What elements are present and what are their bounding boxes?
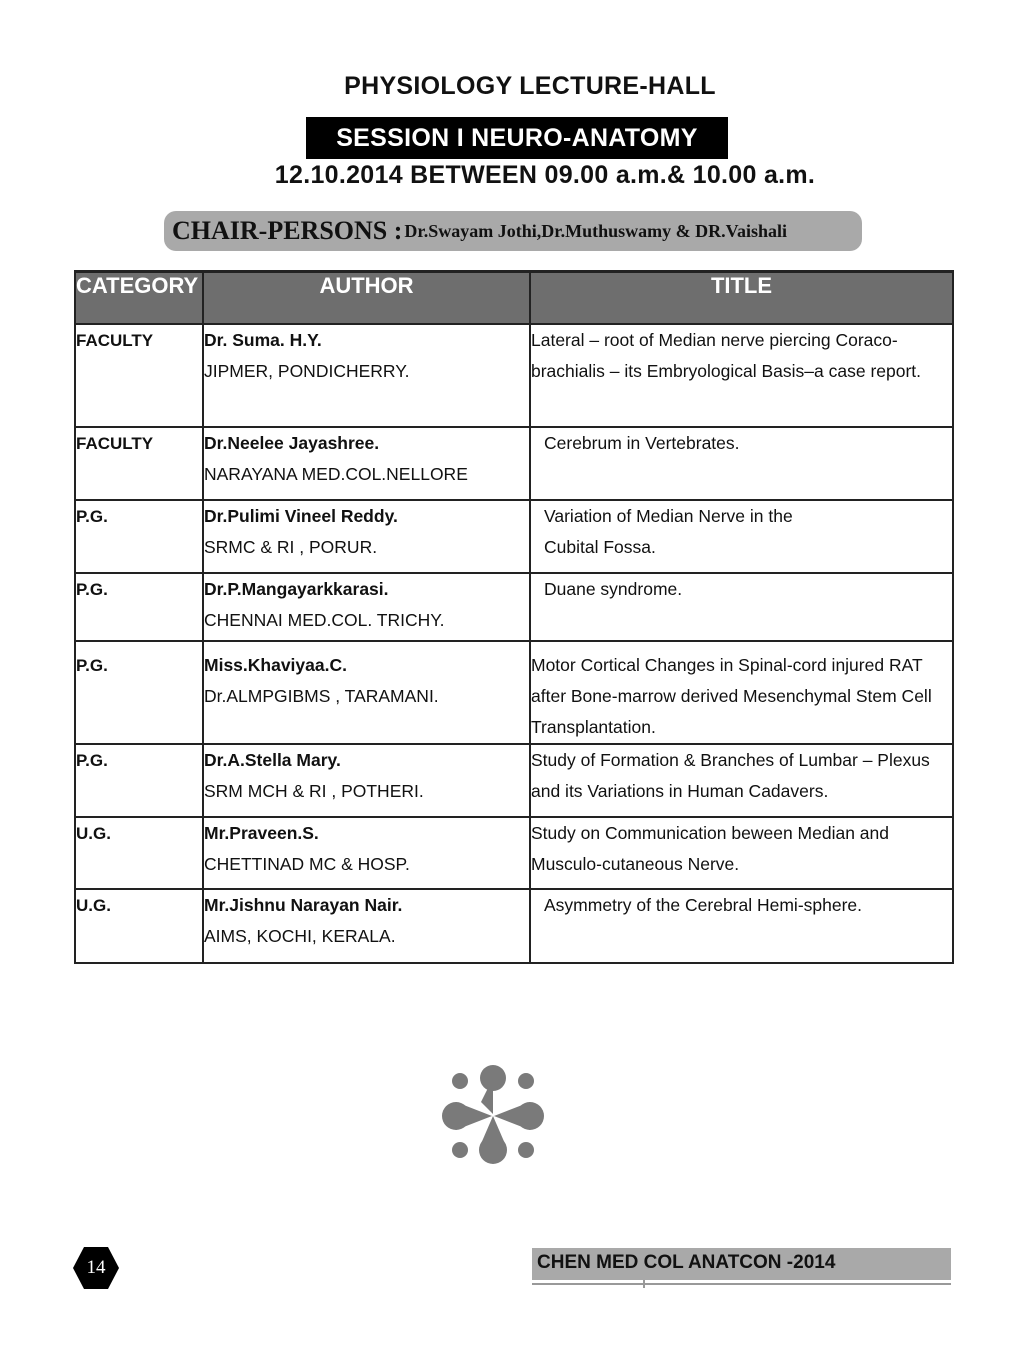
flower-ornament-icon (440, 1064, 546, 1166)
author-cell (203, 889, 530, 963)
author-cell (203, 641, 530, 744)
table-row (75, 817, 953, 889)
author-cell (203, 324, 530, 427)
author-name: Dr.P.Mangayarkkarasi. (204, 579, 389, 599)
author-name: Mr.Jishnu Narayan Nair. (204, 895, 403, 915)
category-cell: U.G. (75, 889, 203, 963)
author-cell (203, 427, 530, 500)
author-institution: AIMS, KOCHI, KERALA. (204, 926, 396, 946)
column-header-title: TITLE (530, 272, 953, 325)
program-table (74, 270, 954, 964)
author-name: Dr.Neelee Jayashree. (204, 433, 380, 453)
session-datetime: 12.10.2014 BETWEEN 09.00 a.m.& 10.00 a.m. (274, 161, 816, 189)
title-cell: Study of Formation & Branches of Lumbar – Plexus and its Variations in Human Cadavers. (530, 744, 953, 817)
chair-persons-label: CHAIR-PERSONS : (172, 216, 403, 245)
category-cell: FACULTY (75, 324, 203, 427)
author-institution: CHENNAI MED.COL. TRICHY. (204, 610, 445, 630)
author-institution: Dr.ALMPGIBMS , TARAMANI. (204, 686, 439, 706)
author-name: Mr.Praveen.S. (204, 823, 319, 843)
column-header-category: CATEGORY (75, 272, 203, 325)
title-cell: Duane syndrome. (530, 573, 953, 641)
footer-tick (643, 1280, 645, 1288)
author-cell (203, 744, 530, 817)
category-cell: FACULTY (75, 427, 203, 500)
category-cell: P.G. (75, 500, 203, 573)
venue-heading: PHYSIOLOGY LECTURE-HALL (344, 72, 716, 100)
author-institution: SRMC & RI , PORUR. (204, 537, 378, 557)
table-row (75, 744, 953, 817)
author-cell (203, 573, 530, 641)
author-institution: CHETTINAD MC & HOSP. (204, 854, 410, 874)
table-row (75, 641, 953, 744)
author-name: Dr.A.Stella Mary. (204, 750, 341, 770)
title-cell: Study on Communication beween Median and Musculo-cutaneous Nerve. (530, 817, 953, 889)
author-institution: JIPMER, PONDICHERRY. (204, 361, 410, 381)
category-cell: P.G. (75, 744, 203, 817)
table-row (75, 889, 953, 963)
author-cell (203, 500, 530, 573)
category-cell: P.G. (75, 573, 203, 641)
title-cell: Lateral – root of Median nerve piercing Coraco-brachialis – its Embryological Basis–a case report. (530, 324, 953, 427)
title-cell: Cerebrum in Vertebrates. (530, 427, 953, 500)
page-number-text: 14 (86, 1257, 106, 1278)
page-number (72, 1246, 120, 1290)
footer-divider (532, 1283, 951, 1285)
author-cell (203, 817, 530, 889)
author-name: Miss.Khaviyaa.C. (204, 655, 347, 675)
title-cell: Motor Cortical Changes in Spinal-cord injured RAT after Bone-marrow derived Mesenchymal Stem Cell Transplantation. (530, 641, 953, 744)
session-banner: SESSION I NEURO-ANATOMY (306, 117, 728, 159)
category-cell: U.G. (75, 817, 203, 889)
category-cell: P.G. (75, 641, 203, 744)
chair-persons-names: Dr.Swayam Jothi,Dr.Muthuswamy & DR.Vaishali (404, 220, 787, 241)
author-name: Dr.Pulimi Vineel Reddy. (204, 506, 398, 526)
table-header-row (75, 272, 953, 325)
table-row (75, 573, 953, 641)
chair-persons-bar (164, 211, 862, 251)
column-header-author: AUTHOR (203, 272, 530, 325)
author-name: Dr. Suma. H.Y. (204, 330, 322, 350)
title-cell: Asymmetry of the Cerebral Hemi-sphere. (530, 889, 953, 963)
title-cell: Variation of Median Nerve in the Cubital Fossa. (530, 500, 953, 573)
table-row (75, 324, 953, 427)
author-institution: SRM MCH & RI , POTHERI. (204, 781, 424, 801)
author-institution: NARAYANA MED.COL.NELLORE (204, 464, 468, 484)
footer-conference-label: CHEN MED COL ANATCON -2014 (532, 1248, 951, 1280)
table-row (75, 427, 953, 500)
table-row (75, 500, 953, 573)
